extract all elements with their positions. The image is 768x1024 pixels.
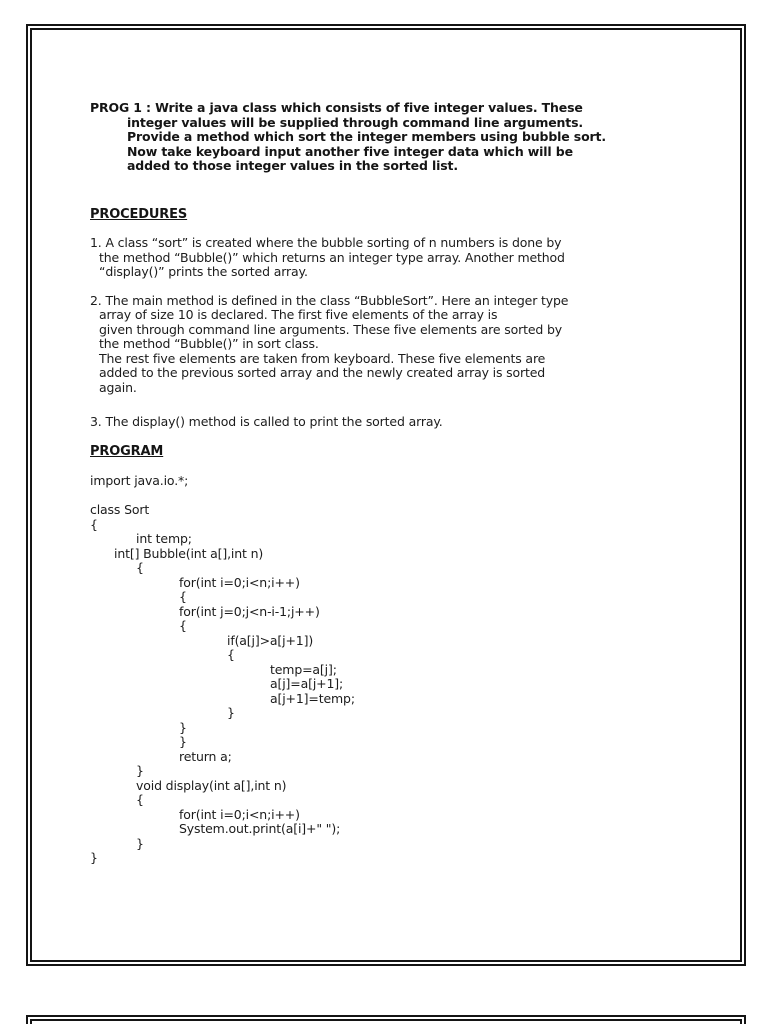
paragraph-line: 1. A class “sort” is created where the bubble sorting of n numbers is done by xyxy=(90,235,562,250)
code-line: } xyxy=(179,719,187,735)
page-2 xyxy=(26,1015,746,1024)
procedures-list xyxy=(90,236,710,430)
paragraph-line: “display()” prints the sorted array. xyxy=(99,264,308,279)
code-line: for(int i=0;i<n;i++) xyxy=(179,806,300,822)
code-line: a[j]=a[j+1]; xyxy=(270,676,344,691)
code-line: System.out.print(a[i]+" "); xyxy=(179,821,341,836)
paragraph-line: The rest five elements are taken from keyboard. These five elements are xyxy=(99,350,546,366)
procedures-title: PROCEDURES xyxy=(90,206,188,222)
heading-line: Provide a method which sort the integer members using bubble sort. xyxy=(127,129,606,144)
code-line: } xyxy=(136,763,144,778)
code-line: { xyxy=(227,647,235,662)
page-1-inner-border xyxy=(30,28,742,962)
code-line: return a; xyxy=(179,748,232,764)
program-title-row xyxy=(90,444,710,475)
assignment-heading xyxy=(90,101,710,174)
code-line: if(a[j]>a[j+1]) xyxy=(227,632,314,648)
code-line: { xyxy=(90,516,98,532)
procedures-title-row xyxy=(90,207,710,237)
code-line: { xyxy=(179,618,187,633)
paragraph-line: added to the previous sorted array and the newly created array is sorted xyxy=(99,365,546,380)
program-title: PROGRAM xyxy=(90,443,164,459)
code-line: class Sort xyxy=(90,502,150,517)
paragraph-line: 3. The display() method is called to print the sorted array. xyxy=(90,414,443,429)
program-code-block xyxy=(90,474,710,866)
code-line: } xyxy=(227,705,235,720)
code-line: } xyxy=(90,850,98,865)
paragraph-line: 2. The main method is defined in the class “BubbleSort”. Here an integer type xyxy=(90,292,569,308)
code-line: void display(int a[],int n) xyxy=(136,777,287,793)
code-line xyxy=(90,489,710,504)
paragraph-line: again. xyxy=(99,379,137,395)
paragraph-line: given through command line arguments. These five elements are sorted by xyxy=(99,321,563,337)
code-line: { xyxy=(179,589,187,604)
code-line: { xyxy=(136,792,144,807)
heading-line: added to those integer values in the sorted list. xyxy=(127,158,458,173)
heading-line: integer values will be supplied through command line arguments. xyxy=(127,114,583,130)
code-line: for(int i=0;i<n;i++) xyxy=(179,574,300,590)
page-1 xyxy=(26,24,746,966)
paragraph-line: the method “Bubble()” in sort class. xyxy=(99,336,319,351)
code-line: int[] Bubble(int a[],int n) xyxy=(114,545,264,561)
heading-line: PROG 1 : Write a java class which consists of five integer values. These xyxy=(90,100,583,115)
page-2-inner-border xyxy=(30,1019,742,1024)
procedure-item-2 xyxy=(90,294,710,396)
page-1-content xyxy=(32,30,740,866)
paragraph-line: array of size 10 is declared. The first five elements of the array is xyxy=(99,307,498,322)
code-line: for(int j=0;j<n-i-1;j++) xyxy=(179,603,320,619)
code-line: import java.io.*; xyxy=(90,473,189,488)
heading-line: Now take keyboard input another five integer data which will be xyxy=(127,143,573,159)
paragraph-line: the method “Bubble()” which returns an integer type array. Another method xyxy=(99,249,565,265)
code-line: a[j+1]=temp; xyxy=(270,690,355,706)
code-line: } xyxy=(136,835,144,851)
procedure-item-3 xyxy=(90,415,710,430)
code-line: { xyxy=(136,560,144,575)
code-line: int temp; xyxy=(136,531,192,546)
code-line: temp=a[j]; xyxy=(270,661,337,677)
code-line: } xyxy=(179,734,187,749)
procedure-item-1 xyxy=(90,236,710,280)
